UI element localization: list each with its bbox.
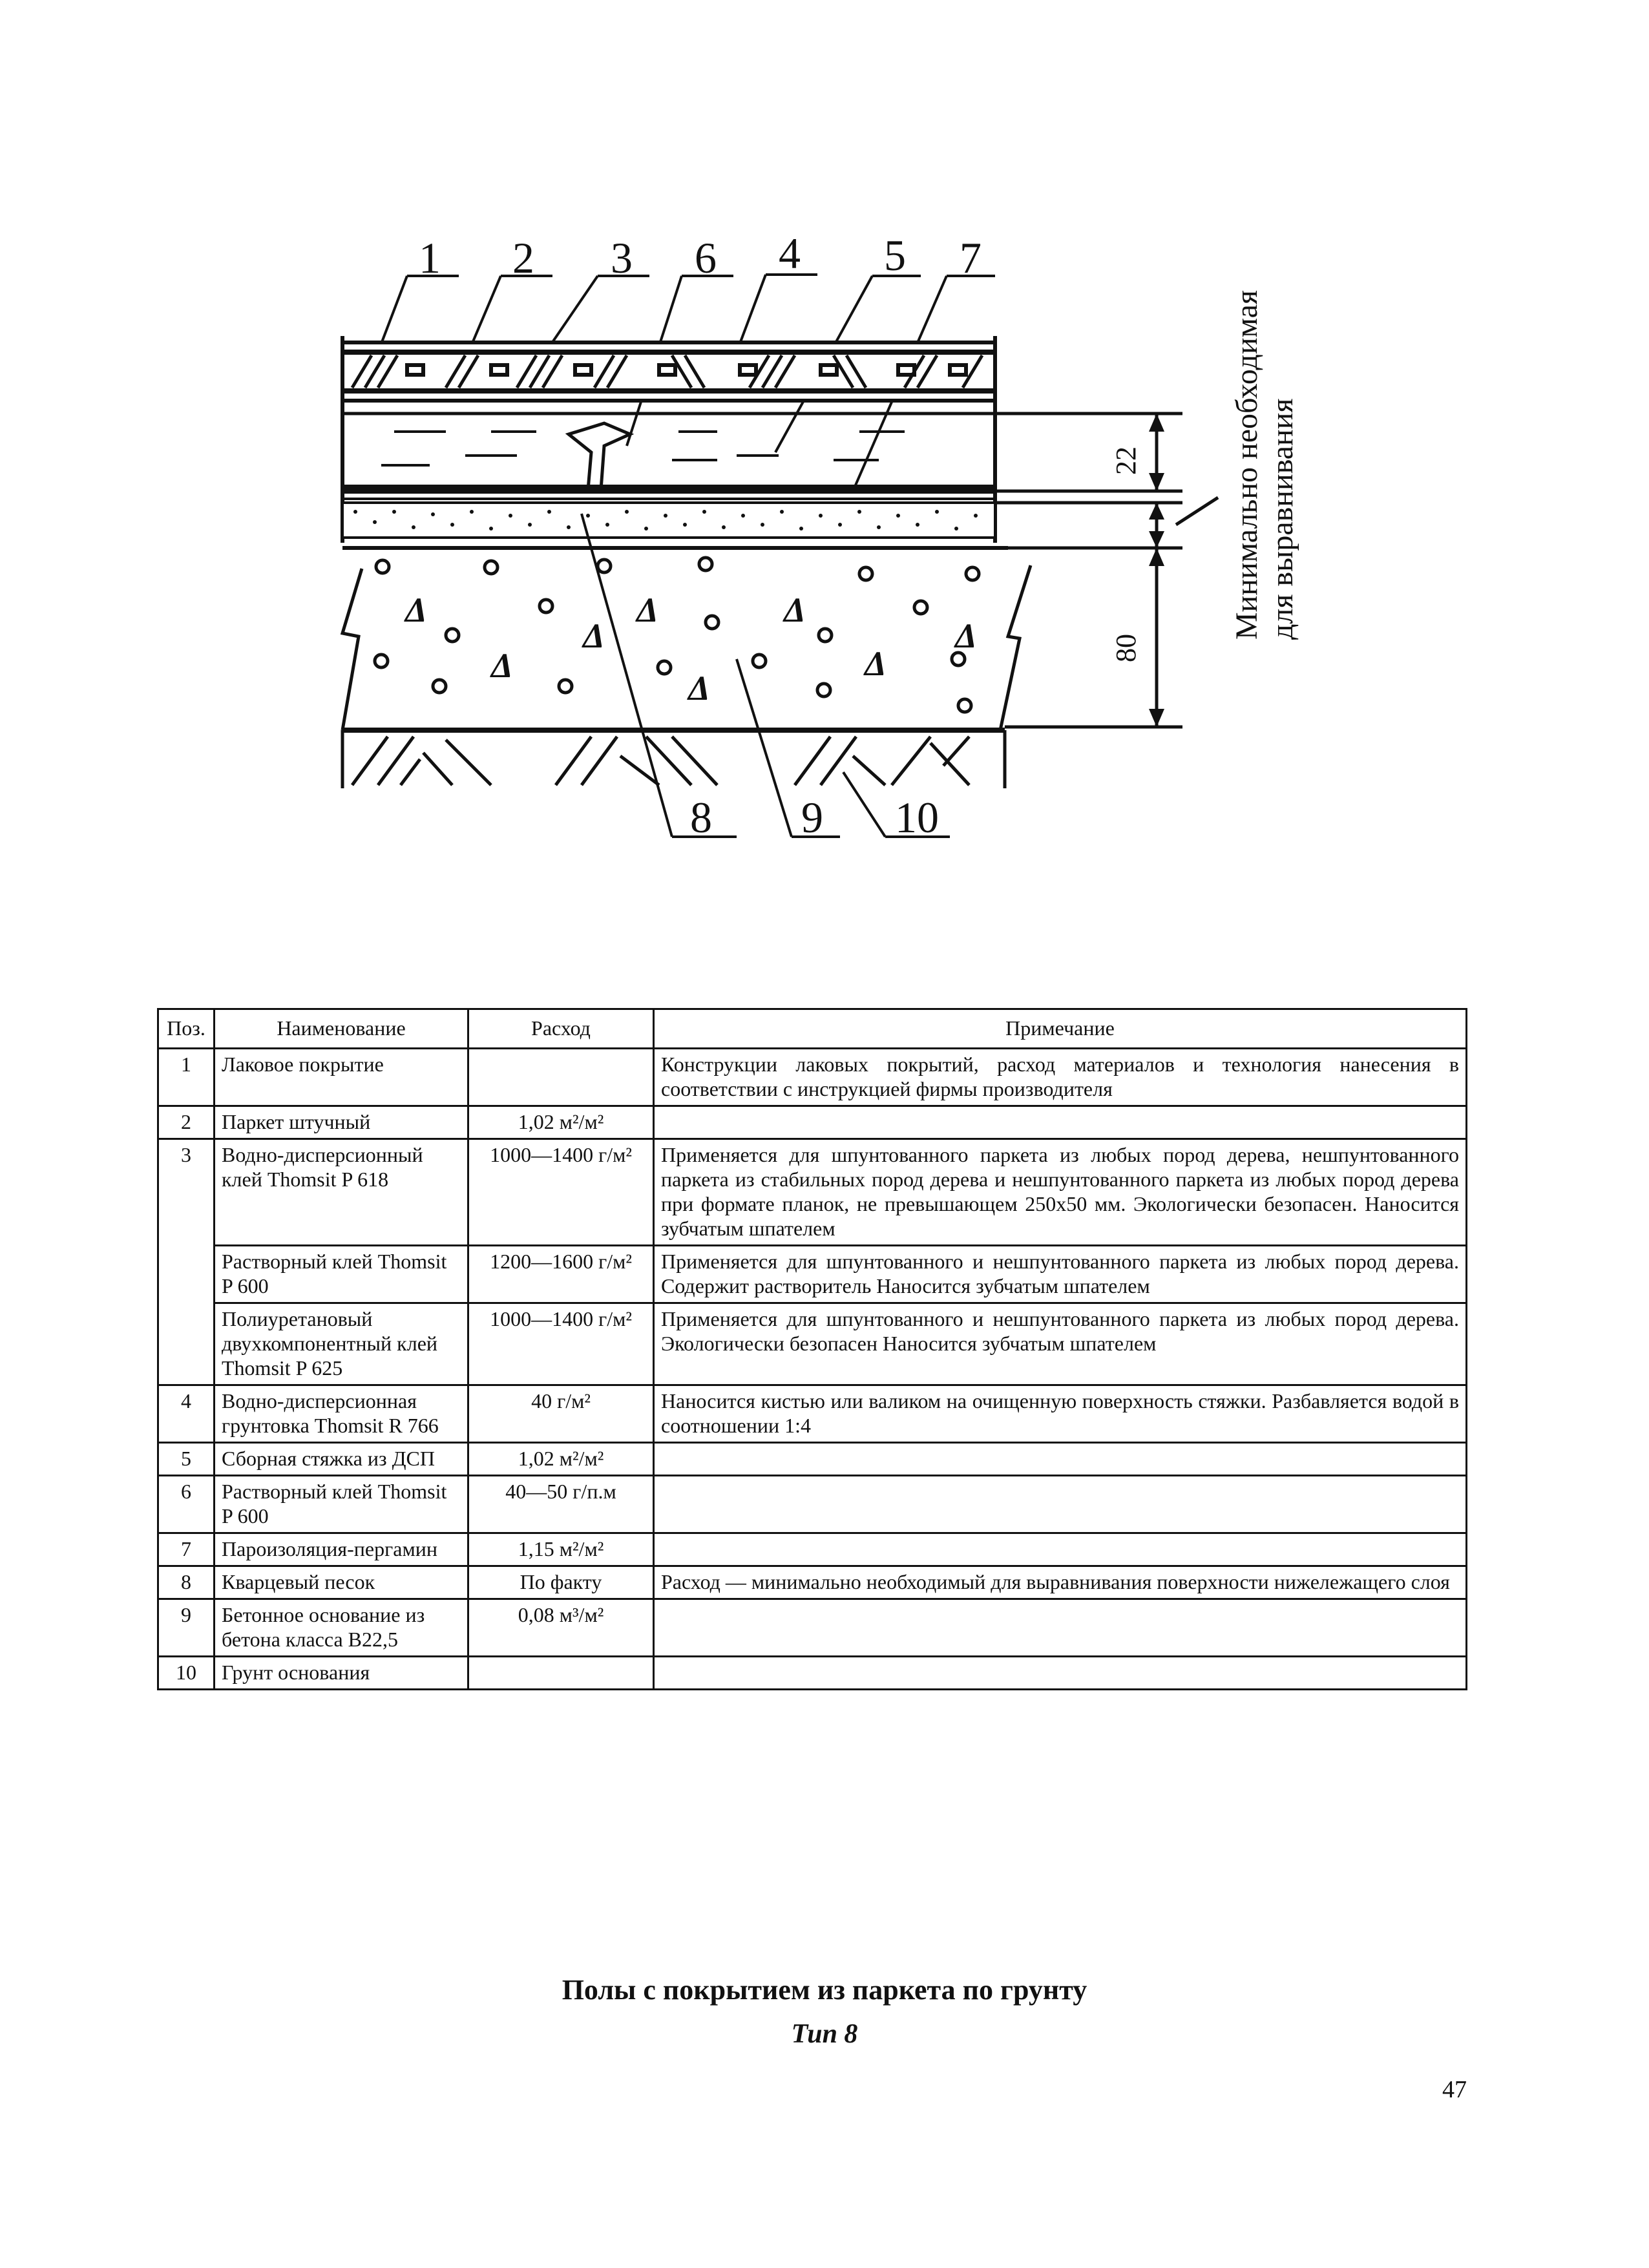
table-header-row	[158, 1009, 1467, 1049]
svg-text:Δ: Δ	[955, 616, 977, 655]
cell-pos: 7	[158, 1533, 215, 1566]
callout-1: 1	[419, 233, 441, 282]
cell-rate: 1200—1600 г/м²	[468, 1246, 654, 1303]
cell-note: Применяется для шпунтованного паркета из любых пород дерева, нешпунтованного паркета из стабильных пород дерева и нешпунтованного паркета из любых пород дерева при формате планок, не превышающем 250х50 мм. Экологически безопасен. Наносится зубчатым шпателем	[654, 1139, 1467, 1246]
cell-pos: 5	[158, 1443, 215, 1476]
cell-note	[654, 1533, 1467, 1566]
table-row	[158, 1049, 1467, 1106]
callout-9: 9	[801, 793, 823, 842]
cell-note: Наносится кистью или валиком на очищенную поверхность стяжки. Разбавляется водой в соотношении 1:4	[654, 1385, 1467, 1443]
callout-3: 3	[611, 233, 633, 282]
sand-layer	[342, 503, 995, 538]
parquet-layer	[342, 342, 995, 401]
cell-note: Расход — минимально необходимый для выравнивания поверхности нижележащего слоя	[654, 1566, 1467, 1599]
cell-note	[654, 1443, 1467, 1476]
callout-6: 6	[695, 233, 717, 282]
cell-rate: 1000—1400 г/м²	[468, 1139, 654, 1246]
cell-rate: 40 г/м²	[468, 1385, 654, 1443]
cell-rate: 40—50 г/п.м	[468, 1476, 654, 1533]
header-pos: Поз.	[158, 1009, 215, 1049]
cell-pos: 8	[158, 1566, 215, 1599]
svg-text:Δ: Δ	[583, 616, 605, 655]
cell-name: Сборная стяжка из ДСП	[215, 1443, 468, 1476]
cell-name: Паркет штучный	[215, 1106, 468, 1139]
table-row	[158, 1657, 1467, 1690]
callout-2: 2	[512, 233, 534, 282]
page-subtitle: Тип 8	[791, 2019, 858, 2049]
cell-rate: 1000—1400 г/м²	[468, 1303, 654, 1385]
dimension-22: 22	[1110, 446, 1142, 475]
cell-pos: 6	[158, 1476, 215, 1533]
soil-layer	[342, 730, 1005, 788]
cell-rate: 1,02 м²/м²	[468, 1443, 654, 1476]
table-row	[158, 1533, 1467, 1566]
cell-pos: 4	[158, 1385, 215, 1443]
cell-note: Применяется для шпунтованного и нешпунтованного паркета из любых пород дерева. Содержит растворитель Наносится зубчатым шпателем	[654, 1246, 1467, 1303]
cell-note	[654, 1106, 1467, 1139]
cell-note: Применяется для шпунтованного и нешпунтованного паркета из любых пород дерева. Экологически безопасен Наносится зубчатым шпателем	[654, 1303, 1467, 1385]
callout-5: 5	[884, 231, 906, 280]
header-note: Примечание	[654, 1009, 1467, 1049]
dimension-80: 80	[1110, 634, 1142, 662]
side-note-line-1: Минимально необходимая	[1230, 290, 1264, 640]
cell-rate: 1,02 м²/м²	[468, 1106, 654, 1139]
svg-text:Δ: Δ	[405, 591, 427, 629]
cell-note	[654, 1657, 1467, 1690]
svg-text:Δ: Δ	[491, 646, 513, 685]
table-row	[158, 1303, 1467, 1385]
cell-pos: 1	[158, 1049, 215, 1106]
cell-name: Кварцевый песок	[215, 1566, 468, 1599]
table-row	[158, 1246, 1467, 1303]
cell-name: Полиуретановый двухкомпонентный клей Thomsit P 625	[215, 1303, 468, 1385]
cell-note	[654, 1476, 1467, 1533]
header-rate: Расход	[468, 1009, 654, 1049]
callout-4: 4	[779, 229, 801, 278]
cell-pos	[158, 1246, 215, 1303]
side-note-line-2: для выравнивания	[1265, 398, 1299, 640]
svg-text:Δ: Δ	[688, 669, 710, 708]
cell-rate: 1,15 м²/м²	[468, 1533, 654, 1566]
cell-name: Растворный клей Thomsit P 600	[215, 1246, 468, 1303]
callout-leaders-bottom	[582, 514, 950, 837]
svg-text:Δ: Δ	[636, 591, 658, 629]
table-row	[158, 1476, 1467, 1533]
table-row	[158, 1599, 1467, 1657]
table-row	[158, 1566, 1467, 1599]
cell-note	[654, 1599, 1467, 1657]
table-row	[158, 1106, 1467, 1139]
svg-text:Δ: Δ	[784, 591, 806, 629]
cell-rate: По факту	[468, 1566, 654, 1599]
cell-name: Водно-дисперсионная грунтовка Thomsit R 766	[215, 1385, 468, 1443]
vapour-barrier-layer	[342, 485, 995, 499]
table-row	[158, 1443, 1467, 1476]
cell-note: Конструкции лаковых покрытий, расход материалов и технология нанесения в соответствии с инструкцией фирмы производителя	[654, 1049, 1467, 1106]
cell-pos: 2	[158, 1106, 215, 1139]
table-row	[158, 1385, 1467, 1443]
cell-pos: 10	[158, 1657, 215, 1690]
cell-pos	[158, 1303, 215, 1385]
cell-name: Бетонное основание из бетона класса В22,5	[215, 1599, 468, 1657]
specification-table	[157, 1008, 1467, 1690]
header-name: Наименование	[215, 1009, 468, 1049]
cell-name: Грунт основания	[215, 1657, 468, 1690]
page-number: 47	[1442, 2076, 1467, 2103]
cell-name: Водно-дисперсионный клей Thomsit P 618	[215, 1139, 468, 1246]
cell-name: Лаковое покрытие	[215, 1049, 468, 1106]
concrete-layer	[342, 548, 1031, 730]
callout-7: 7	[960, 233, 982, 282]
callout-10: 10	[895, 793, 939, 842]
cell-pos: 3	[158, 1139, 215, 1246]
table-row	[158, 1139, 1467, 1246]
page-title: Полы с покрытием из паркета по грунту	[562, 1974, 1087, 2006]
cell-rate	[468, 1049, 654, 1106]
floor-section-drawing	[0, 0, 1649, 905]
callout-8: 8	[690, 793, 712, 842]
cell-pos: 9	[158, 1599, 215, 1657]
svg-text:Δ: Δ	[865, 644, 887, 683]
screed-layer	[342, 414, 995, 490]
cell-name: Растворный клей Thomsit P 600	[215, 1476, 468, 1533]
cell-rate: 0,08 м³/м²	[468, 1599, 654, 1657]
cell-rate	[468, 1657, 654, 1690]
cell-name: Пароизоляция-пергамин	[215, 1533, 468, 1566]
